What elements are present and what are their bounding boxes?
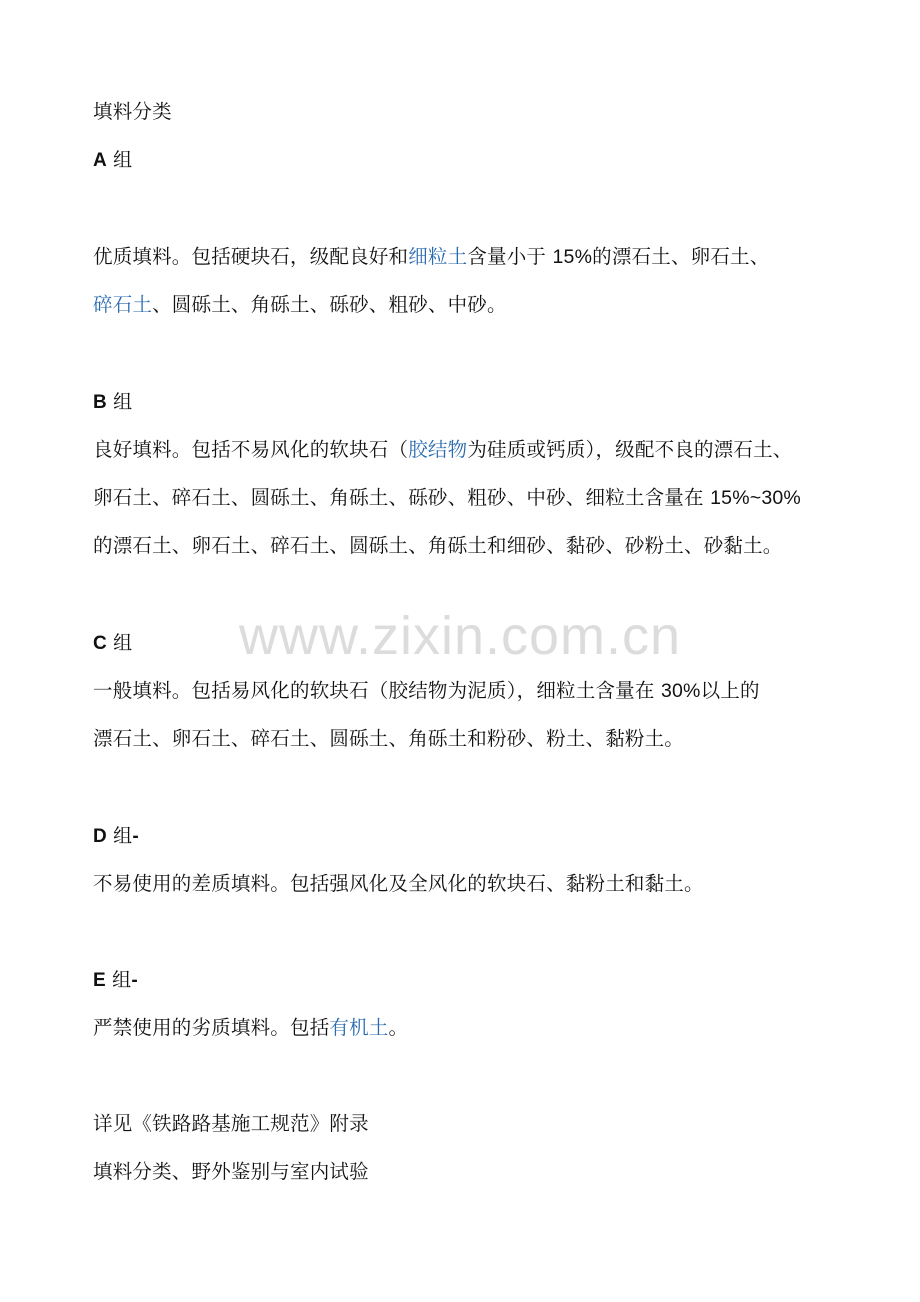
group-b-description-line-3 [93,532,783,560]
text-run: 。 [388,1016,409,1039]
page-title: 填料分类 [93,100,172,123]
group-c-description-line-1 [93,677,760,705]
group-d-description-line-1 [93,870,704,898]
group-c-description-line-2 [93,725,684,753]
text-run: 良好填料。包括不易风化的软块石（ [93,438,409,461]
group-a-heading: A 组 [93,149,133,171]
text-run: 严禁使用的劣质填料。包括 [93,1016,330,1039]
text-run: 漂石土、卵石土、碎石土、圆砾土、角砾土和粉砂、粉土、黏粉土。 [93,727,685,750]
group-b-description-line-1 [93,436,792,464]
group-b-description-line-2 [93,484,801,512]
watermark: www.zixin.com.cn [238,606,682,666]
text-run: 的漂石土、卵石土、碎石土、圆砾土、角砾土和细砂、黏砂、砂粉土、砂黏土。 [93,534,783,557]
group-a-description-line-2 [93,291,507,319]
numeric-value: 30% [660,680,701,702]
text-run: 优质填料。包括硬块石，级配良好和 [93,245,409,268]
glossary-link[interactable]: 有机土 [329,1016,389,1039]
text-run: 为硅质或钙质），级配不良的漂石土、 [467,438,793,461]
glossary-link[interactable]: 碎石土 [93,293,153,316]
text-run: 含量小于 [467,245,553,268]
text-run: 、圆砾土、角砾土、砾砂、粗砂、中砂。 [152,293,507,316]
glossary-link[interactable]: 胶结物 [408,438,468,461]
group-b-heading: B 组 [93,391,133,413]
group-e-description-line-1 [93,1014,408,1042]
numeric-value: 15% [552,246,593,268]
numeric-value: 15%~30% [710,487,801,509]
group-e-heading: E 组- [93,969,138,991]
text-run: 不易使用的差质填料。包括强风化及全风化的软块石、黏粉土和黏土。 [93,872,704,895]
text-run: 卵石土、碎石土、圆砾土、角砾土、砾砂、粗砂、中砂、细粒土含量在 [93,486,711,509]
text-run: 的漂石土、卵石土、 [592,245,770,268]
group-c-heading: C 组 [93,632,133,654]
text-run: 以上的 [700,679,760,702]
group-a-description-line-1 [93,243,769,271]
footer-subtitle: 填料分类、野外鉴别与室内试验 [93,1160,369,1183]
footer-reference: 详见《铁路路基施工规范》附录 [93,1112,369,1135]
glossary-link[interactable]: 细粒土 [408,245,468,268]
text-run: 一般填料。包括易风化的软块石（胶结物为泥质），细粒土含量在 [93,679,661,702]
group-d-heading: D 组- [93,825,139,847]
